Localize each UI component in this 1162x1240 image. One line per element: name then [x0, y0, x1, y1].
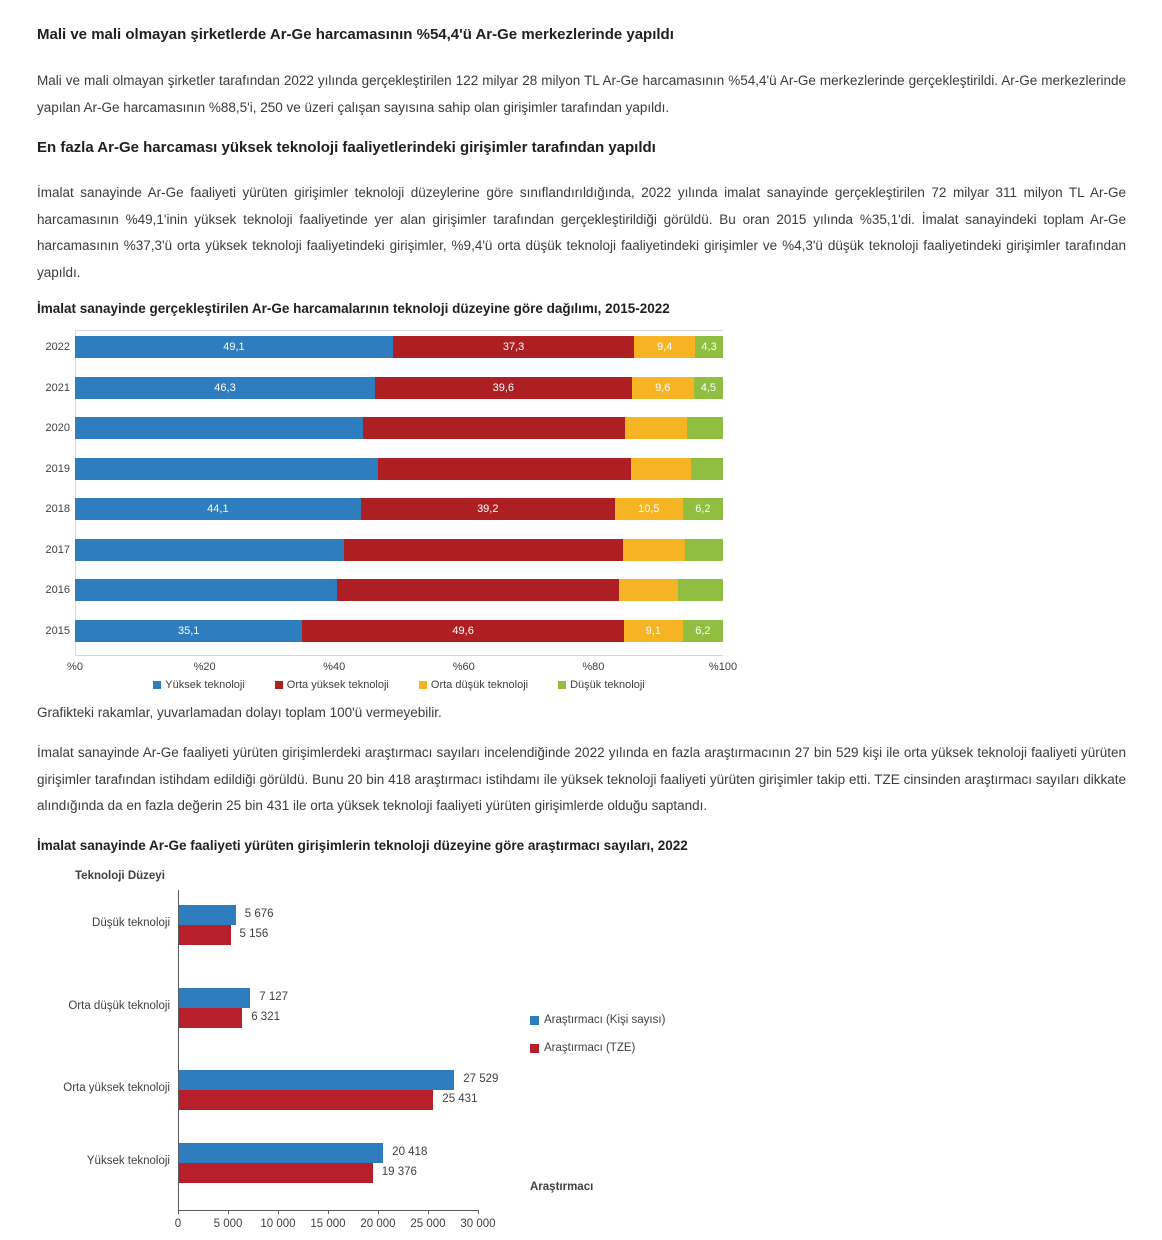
category-label-3: Orta yüksek teknoloji	[63, 1082, 170, 1094]
bar-segment-2022-1	[75, 336, 393, 358]
year-label-2017: 2017	[45, 543, 70, 556]
bar-row-2021	[75, 377, 723, 399]
bar-segment-2017-1	[75, 539, 344, 561]
x-tick-5: 25 000	[410, 1218, 446, 1230]
bar-value-label: 10,5	[638, 503, 660, 516]
bar-value-label: 46,3	[214, 381, 236, 394]
x-tick-2: 10 000	[260, 1218, 296, 1230]
bar-4-2	[179, 1163, 373, 1183]
bar-4-1	[179, 1143, 383, 1163]
x-tick-mark-0	[178, 1210, 179, 1214]
bar-2-1	[179, 988, 250, 1008]
chart1-footnote: Grafikteki rakamlar, yuvarlamadan dolayı toplam 100'ü vermeyebilir.	[37, 705, 442, 720]
bar-value-label: 4,5	[700, 381, 717, 394]
legend-label: Orta yüksek teknoloji	[286, 679, 389, 691]
x-axis-line	[75, 655, 723, 656]
bar-value-3-2: 25 431	[442, 1093, 478, 1105]
bar-segment-2015-2	[302, 620, 623, 642]
bar-value-label: 44,1	[207, 503, 229, 516]
year-label-2020: 2020	[45, 422, 70, 435]
chart2-title: İmalat sanayinde Ar-Ge faaliyeti yürüten girişimlerin teknoloji düzeyine göre araştırmacı sayıları, 2022	[37, 838, 688, 853]
bar-value-4-1: 20 418	[392, 1146, 428, 1158]
year-label-2022: 2022	[45, 341, 70, 353]
section-heading-2: En fazla Ar-Ge harcaması yüksek teknoloji faaliyetlerindeki girişimler tarafından yapıldı	[37, 139, 656, 156]
x-tick-3: 15 000	[310, 1218, 346, 1230]
bar-value-label: 49,1	[223, 341, 245, 353]
bar-segment-2016-1	[75, 579, 337, 601]
bar-segment-2019-3	[631, 458, 691, 480]
legend-swatch-2	[275, 681, 283, 689]
bar-segment-2021-3	[632, 377, 694, 399]
bar-segment-2022-3	[634, 336, 695, 358]
bar-value-label: 6,2	[695, 624, 711, 637]
x-tick-mark-1	[228, 1210, 229, 1214]
year-label-2016: 2016	[45, 584, 70, 597]
bar-value-label: 4,3	[701, 341, 717, 353]
paragraph-3: İmalat sanayinde Ar-Ge faaliyeti yürüten girişimlerdeki araştırmacı sayıları incelendiğinde 2022 yılında en fazla araştırmacının 27 bin 529 kişi ile orta yüksek teknoloji faaliyeti yürüten girişimler tarafından istihdam edildiği görüldü. Bunu 20 bin 418 araştırmacı istihdamı ile yüksek teknoloji faaliyeti yürüten girişimler takip etti. TZE cinsinden araştırmacı sayıları dikkate alındığında da en fazla değerin 25 bin 431 ile orta yüksek teknoloji faaliyeti yürüten girişimlerde olduğu saptandı.	[37, 745, 1126, 813]
legend-label: Araştırmacı (TZE)	[544, 1042, 636, 1054]
bar-value-2-1: 7 127	[259, 991, 289, 1003]
x-tick-mark-5	[428, 1210, 429, 1214]
x-tick-2: %40	[323, 661, 346, 673]
x-tick-6: 30 000	[460, 1218, 496, 1230]
bar-value-1-1: 5 676	[244, 908, 274, 920]
chart2-legend-swatch-1	[530, 1016, 539, 1025]
bar-row-2017	[75, 539, 723, 561]
bar-value-label: 9,6	[655, 381, 671, 394]
bar-row-2016	[75, 579, 723, 601]
x-tick-0: 0	[174, 1218, 182, 1230]
chart2-legend-item-2	[530, 1042, 635, 1054]
plot-top-gridline	[75, 330, 723, 331]
bar-segment-2021-1	[75, 377, 375, 399]
bar-row-2018	[75, 498, 723, 520]
bar-segment-2020-4	[687, 417, 723, 439]
paragraph-2: İmalat sanayinde Ar-Ge faaliyeti yürüten girişimler teknoloji düzeylerine göre sınıflandırıldığında, 2022 yılında imalat sanayinde gerçekleştirilen 72 milyar 311 milyon TL Ar-Ge harcamasının %49,1'inin yüksek teknoloji faaliyetinde yer alan girişimler tarafından gerçekleştirildiği görüldü. Bu oran 2015 yılında %35,1'di. İmalat sanayindeki toplam Ar-Ge harcamasının %37,3'ü orta yüksek teknoloji faaliyetindeki girişimler, %9,4'ü orta düşük teknoloji faaliyetindeki girişimler ve %4,3'ü düşük teknoloji faaliyetindeki girişimler tarafından yapıldı.	[37, 185, 1126, 280]
bar-segment-2018-3	[615, 498, 683, 520]
x-tick-1: %20	[193, 661, 216, 673]
legend-item-1	[153, 679, 245, 691]
section-heading-1: Mali ve mali olmayan şirketlerde Ar-Ge harcamasının %54,4'ü Ar-Ge merkezlerinde yapıldı	[37, 26, 674, 43]
bar-3-2	[179, 1090, 433, 1110]
bar-value-2-2: 6 321	[251, 1011, 280, 1023]
bar-segment-2016-3	[619, 579, 677, 601]
bar-segment-2018-2	[361, 498, 615, 520]
legend-label: Düşük teknoloji	[570, 679, 645, 691]
year-label-2021: 2021	[45, 381, 70, 394]
category-label-4: Yüksek teknoloji	[86, 1155, 170, 1167]
bar-segment-2015-3	[624, 620, 683, 642]
bar-segment-2017-4	[685, 539, 723, 561]
bar-segment-2021-4	[694, 377, 723, 399]
x-tick-mark-4	[378, 1210, 379, 1214]
year-label-2019: 2019	[45, 462, 70, 475]
bar-value-label: 9,1	[645, 624, 661, 637]
legend-label: Yüksek teknoloji	[165, 679, 245, 691]
legend-swatch-4	[558, 681, 566, 689]
x-tick-4: 20 000	[360, 1218, 396, 1230]
year-label-2015: 2015	[45, 624, 70, 637]
chart1-legend	[75, 679, 723, 691]
bar-value-1-2: 5 156	[239, 928, 269, 940]
x-tick-mark-3	[328, 1210, 329, 1214]
chart-researchers-grouped	[37, 868, 797, 1240]
category-label-1: Düşük teknoloji	[92, 917, 170, 929]
bar-2-2	[179, 1008, 242, 1028]
chart1-title: İmalat sanayinde gerçekleştirilen Ar-Ge harcamalarının teknoloji düzeyine göre dağılımı, 2015-2022	[37, 301, 670, 316]
chart2-legend-item-1	[530, 1014, 665, 1026]
bar-value-label: 9,4	[657, 341, 673, 353]
legend-label: Araştırmacı (Kişi sayısı)	[544, 1014, 666, 1026]
bar-segment-2017-2	[344, 539, 623, 561]
x-axis-title: Araştırmacı	[530, 1181, 594, 1193]
paragraph-1: Mali ve mali olmayan şirketler tarafından 2022 yılında gerçekleştirilen 122 milyar 28 milyon TL Ar-Ge harcamasının %54,4'ü Ar-Ge merkezlerinde gerçekleştirildi. Ar-Ge merkezlerinde yapılan Ar-Ge harcamasının %88,5'i, 250 ve üzeri çalışan sayısına sahip olan girişimler tarafından yapıldı.	[37, 73, 1126, 115]
x-tick-5: %100	[708, 661, 738, 673]
bar-segment-2020-1	[75, 417, 363, 439]
bar-segment-2016-4	[678, 579, 723, 601]
category-label-2: Orta düşük teknoloji	[68, 1000, 170, 1012]
x-tick-1: 5 000	[213, 1218, 243, 1230]
bar-1-1	[179, 905, 236, 925]
legend-item-2	[275, 679, 389, 691]
bar-value-label: 49,6	[452, 624, 474, 637]
x-tick-3: %60	[452, 661, 475, 673]
legend-item-3	[419, 679, 528, 691]
bar-segment-2022-2	[393, 336, 634, 358]
bar-row-2019	[75, 458, 723, 480]
bar-value-3-1: 27 529	[463, 1073, 499, 1085]
bar-segment-2019-4	[691, 458, 723, 480]
bar-segment-2015-1	[75, 620, 302, 642]
legend-item-4	[558, 679, 645, 691]
bar-segment-2022-4	[695, 336, 723, 358]
legend-swatch-1	[153, 681, 161, 689]
bar-row-2022	[75, 336, 723, 358]
legend-swatch-3	[419, 681, 427, 689]
bar-segment-2021-2	[375, 377, 632, 399]
x-tick-0: %0	[67, 661, 83, 673]
bar-value-label: 37,3	[502, 341, 525, 353]
chart2-legend-swatch-2	[530, 1044, 539, 1053]
bar-segment-2017-3	[623, 539, 685, 561]
bar-segment-2018-4	[683, 498, 723, 520]
chart-arge-stacked	[37, 330, 797, 702]
bar-segment-2019-2	[378, 458, 631, 480]
bar-1-2	[179, 925, 231, 945]
x-tick-mark-6	[478, 1210, 479, 1214]
bar-segment-2019-1	[75, 458, 378, 480]
bar-segment-2020-3	[625, 417, 687, 439]
bar-segment-2018-1	[75, 498, 361, 520]
bar-row-2015	[75, 620, 723, 642]
bar-value-label: 6,2	[695, 503, 711, 516]
bar-row-2020	[75, 417, 723, 439]
bar-value-label: 39,6	[492, 381, 515, 394]
year-label-2018: 2018	[45, 503, 70, 516]
legend-label: Orta düşük teknoloji	[430, 679, 529, 691]
bar-segment-2016-2	[337, 579, 619, 601]
y-axis-title: Teknoloji Düzeyi	[75, 870, 165, 882]
x-tick-4: %80	[582, 661, 605, 673]
bar-value-4-2: 19 376	[381, 1166, 417, 1178]
bar-value-label: 35,1	[178, 624, 200, 637]
bar-3-1	[179, 1070, 454, 1090]
bar-value-label: 39,2	[477, 503, 499, 516]
x-tick-mark-2	[278, 1210, 279, 1214]
bar-segment-2020-2	[363, 417, 625, 439]
bar-segment-2015-4	[683, 620, 723, 642]
